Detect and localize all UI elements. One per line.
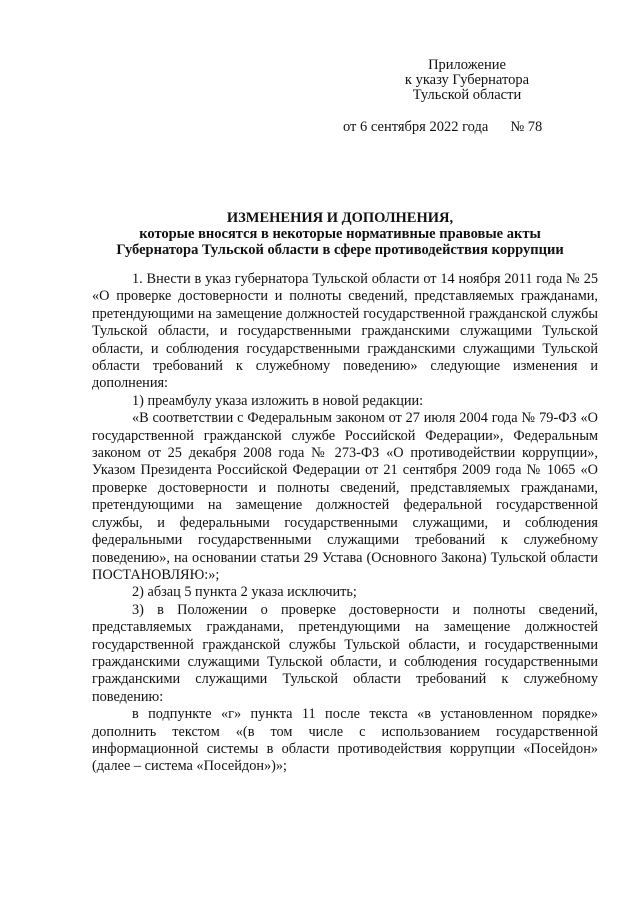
decree-date-line — [343, 119, 542, 136]
title-line: которые вносятся в некоторые нормативные правовые акты — [139, 226, 541, 242]
decree-date: от 6 сентября 2022 года — [343, 119, 489, 135]
document-title — [80, 210, 600, 258]
appendix-header — [372, 58, 562, 103]
paragraph: в подпункте «г» пункта 11 после текста «в установленном порядке» дополнить текстом «(в том числе с использованием государственной информационной системы в области противодействия коррупции «Посейдон» (далее – система «Посейдон»)»; — [92, 706, 598, 775]
title-line: Губернатора Тульской области в сфере противодействия коррупции — [116, 242, 564, 258]
paragraph: 2) абзац 5 пункта 2 указа исключить; — [132, 584, 357, 601]
paragraph: 1. Внести в указ губернатора Тульской области от 14 ноября 2011 года № 25 «О проверке достоверности и полноты сведений, представляемых гражданами, претендующими на замещение должностей государственной гражданской службы Тульской области, и государственными гражданскими служащими Тульской области, и соблюдения государственными гражданскими служащими Тульской области требований к служебному поведению» следующие изменения и дополнения: — [92, 271, 598, 392]
appendix-line: Тульской области — [412, 87, 522, 103]
paragraph: «В соответствии с Федеральным законом от 27 июля 2004 года № 79-ФЗ «О государственной гражданской службе Российской Федерации», Федеральным законом от 25 декабря 2008 года № 273-ФЗ «О противодействии коррупции», Указом Президента Российской Федерации от 21 сентября 2009 года № 1065 «О проверке достоверности и полноты сведений, представляемых гражданами, претендующими на замещение должностей федеральной государственной службы, и федеральными государственными служащими, и соблюдения федеральными государственными служащими требований к служебному поведению», на основании статьи 29 Устава (Основного Закона) Тульской области ПОСТАНОВЛЯЮ:»; — [92, 410, 598, 583]
appendix-line: к указу Губернатора — [404, 72, 530, 88]
title-line: ИЗМЕНЕНИЯ И ДОПОЛНЕНИЯ, — [226, 210, 454, 226]
paragraph: 3) в Положении о проверке достоверности и полноты сведений, представляемых гражданами, претендующими на замещение должностей государственной гражданской службы Тульской области, и государственными гражданскими служащими Тульской области, и соблюдения государственными гражданскими служащими Тульской области требований к служебному поведению: — [92, 601, 598, 705]
appendix-line: Приложение — [428, 57, 506, 73]
decree-number: № 78 — [510, 119, 543, 135]
paragraph: 1) преамбулу указа изложить в новой редакции: — [132, 392, 424, 409]
document-body — [92, 271, 598, 776]
